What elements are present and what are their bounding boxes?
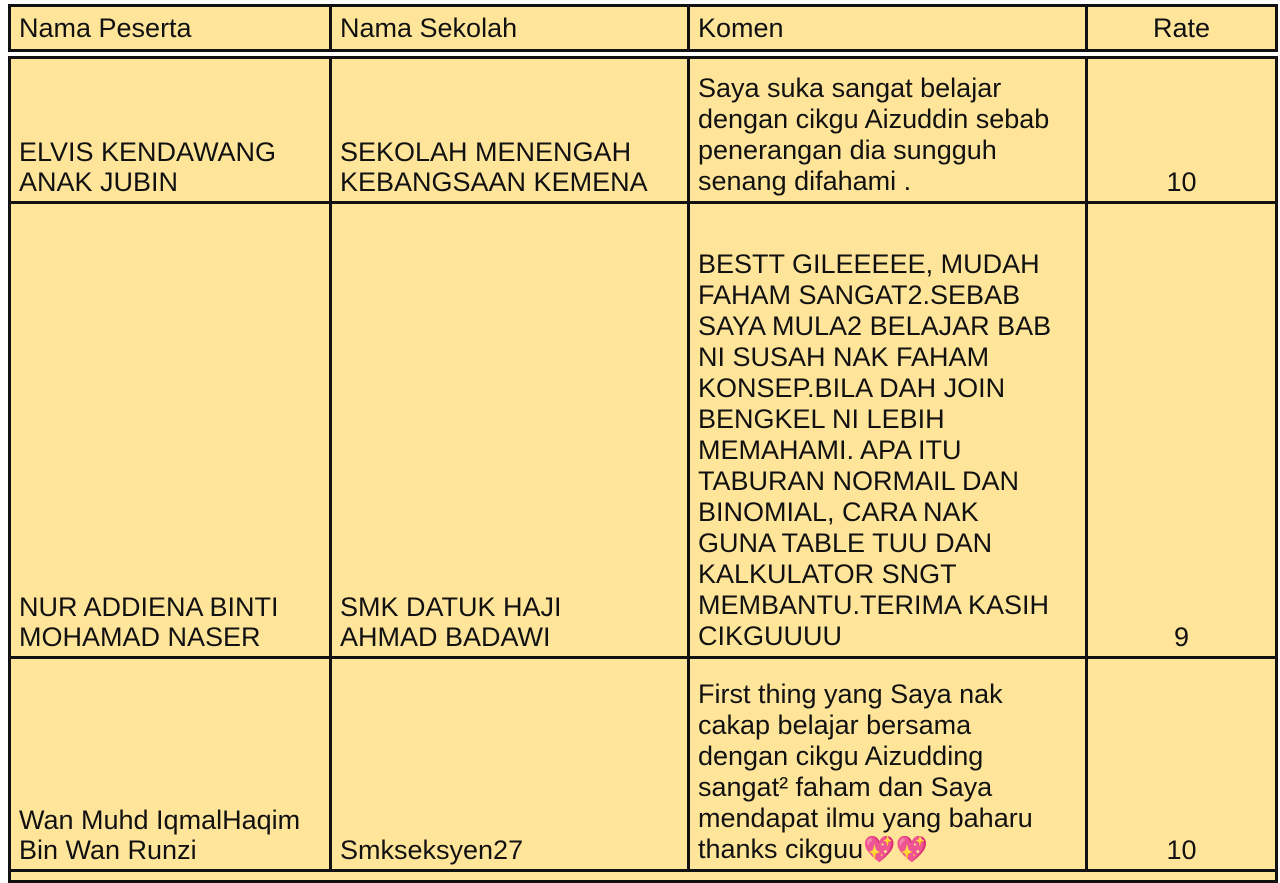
cell-text: 9 xyxy=(1173,622,1190,652)
cell-text: 10 xyxy=(1166,167,1197,197)
header-label: Rate xyxy=(1152,13,1211,43)
cell-text: NUR ADDIENA BINTI MOHAMAD NASER xyxy=(19,592,279,652)
cell-text: Saya suka sangat belajar dengan cikgu Aizuddin sebab penerangan dia sungguh senang difahami . xyxy=(698,73,1050,196)
header-cell-nama-sekolah[interactable] xyxy=(329,4,690,52)
cell-text: Smkseksyen27 xyxy=(340,835,524,865)
header-label: Nama Peserta xyxy=(19,13,192,43)
cell-komen[interactable] xyxy=(687,56,1088,204)
header-cell-komen[interactable] xyxy=(687,4,1088,52)
header-label: Komen xyxy=(698,13,784,43)
cell-text: SMK DATUK HAJI AHMAD BADAWI xyxy=(340,592,562,652)
cell-nama-peserta[interactable] xyxy=(8,56,332,204)
cell-text: SEKOLAH MENENGAH KEBANGSAAN KEMENA xyxy=(340,137,648,197)
cell-rate[interactable] xyxy=(1085,656,1278,872)
cell-text: BESTT GILEEEEE, MUDAH FAHAM SANGAT2.SEBAB SAYA MULA2 BELAJAR BAB NI SUSAH NAK FAHAM KONSEP.BILA DAH JOIN BENGKEL NI LEBIH MEMAHAMI. APA ITU TABURAN NORMAIL DAN BINOMIAL, CARA NAK GUNA TABLE TUU DAN KALKULATOR SNGT MEMBANTU.TERIMA KASIH CIKGUUUU xyxy=(698,249,1052,651)
cell-nama-sekolah[interactable] xyxy=(329,56,690,204)
cell-nama-peserta[interactable] xyxy=(8,656,332,872)
header-label: Nama Sekolah xyxy=(340,13,518,43)
cell-text: Wan Muhd IqmalHaqim Bin Wan Runzi xyxy=(19,805,301,865)
comment-text: First thing yang Saya nak cakap belajar bersama dengan cikgu Aizudding sangat² faham dan Saya mendapat ilmu yang baharu thanks cikguu xyxy=(698,679,1033,864)
cell-nama-sekolah[interactable] xyxy=(329,656,690,872)
cell-rate[interactable] xyxy=(1085,201,1278,659)
header-cell-nama-peserta[interactable] xyxy=(8,4,332,52)
cell-rate[interactable] xyxy=(1085,56,1278,204)
cell-text: 10 xyxy=(1166,835,1197,865)
sparkling-heart-icon: 💖💖 xyxy=(863,834,928,864)
cell-next-row-partial[interactable] xyxy=(8,869,1278,883)
cell-komen[interactable] xyxy=(687,201,1088,659)
cell-nama-peserta[interactable] xyxy=(8,201,332,659)
header-cell-rate[interactable] xyxy=(1085,4,1278,52)
cell-komen[interactable] xyxy=(687,656,1088,872)
cell-text xyxy=(698,679,1077,865)
cell-text: ELVIS KENDAWANG ANAK JUBIN xyxy=(19,137,277,197)
cell-nama-sekolah[interactable] xyxy=(329,201,690,659)
